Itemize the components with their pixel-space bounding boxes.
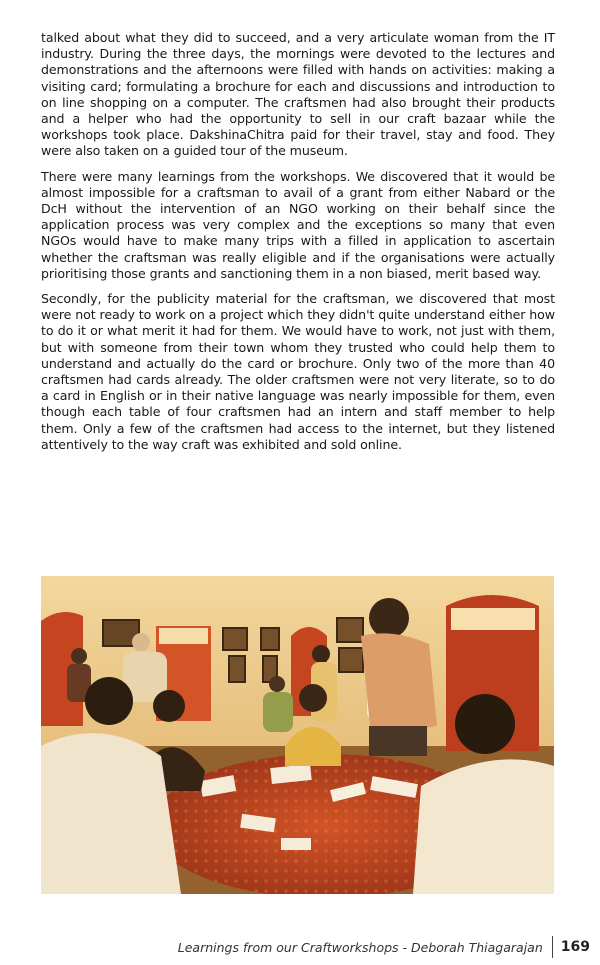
paragraph-1: talked about what they did to succeed, and a very articulate woman from the IT industry. During the three days, the mornings were devoted to the lectures and demonstrations and the afternoons were filled with hands on activities: making a visiting card; formulating a brochure for each and discussions and introduction to on line shopping on a computer. The craftsmen had also brought their products and a helper who had the opportunity to sell in our craft bazaar while the workshops took place. DakshinaChitra paid for their travel, stay and food. They were also taken on a guided tour of the museum. — [41, 30, 555, 159]
paragraph-3: Secondly, for the publicity material for the craftsman, we discovered that most were not ready to work on a project which they didn't quite understand either how to do it or what merit it had for them. We would have to work, not just with them, but with someone from their town whom they trusted who could help them to understand and actually do the card or brochure. Only two of the more than 40 craftsmen had cards already. The older craftsmen were not very literate, so to do a card in English or in their native language was nearly impossible for them, even though each table of four craftsmen had an intern and staff member to help them. Only a few of the craftsmen had access to the internet, but they listened attentively to the way craft was exhibited and sold online. — [41, 291, 555, 452]
paragraph-2: There were many learnings from the workshops. We discovered that it would be almost impossible for a craftsman to avail of a grant from either Nabard or the DcH without the intervention of an NGO working on their behalf since the application process was very complex and the exceptions so many that even NGOs would have to make many trips with a filled in application to ascertain whether the craftsman was really eligible and if the organisations were actually prioritising those grants and sanctioning them in a non biased, merit based way. — [41, 168, 555, 281]
page-footer — [178, 935, 590, 959]
page-number: 169 — [560, 939, 590, 955]
body-text — [41, 30, 555, 462]
workshop-photo — [41, 576, 554, 894]
running-footer-title: Learnings from our Craftworkshops - Deborah Thiagarajan — [177, 939, 543, 955]
